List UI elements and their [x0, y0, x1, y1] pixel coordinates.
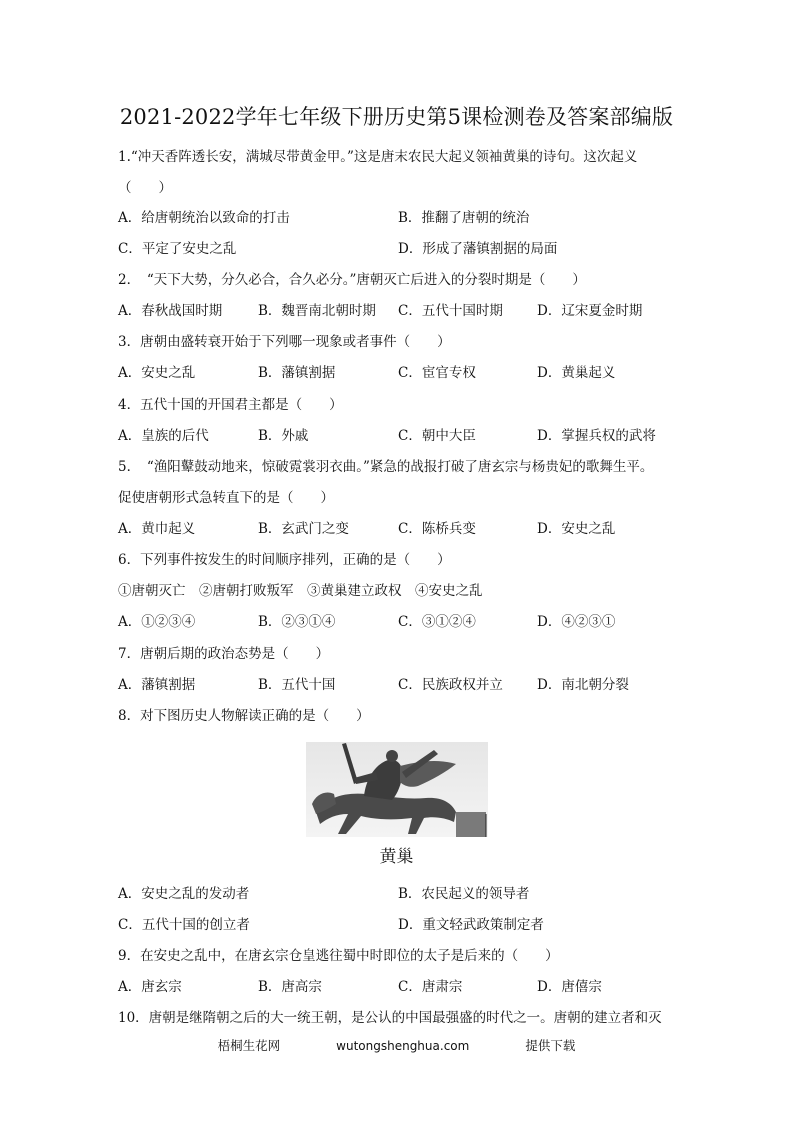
question-4-option-c: C．朝中大臣 — [398, 428, 476, 444]
question-2-option-c: C．五代十国时期 — [398, 303, 503, 319]
question-9-option-d: D．唐僖宗 — [537, 979, 602, 995]
document-title: 2021-2022学年七年级下册历史第5课检测卷及答案部编版 — [119, 105, 674, 129]
figure-caption: 黄巢 — [379, 847, 414, 867]
question-3-option-d: D．黄巢起义 — [537, 365, 616, 381]
question-8-option-c: C．五代十国的创立者 — [118, 917, 250, 933]
question-6-stem: 6．下列事件按发生的时间顺序排列，正确的是（ ） — [118, 552, 451, 568]
question-5-option-a: A．黄巾起义 — [118, 521, 196, 537]
question-3-option-c: C．宦官专权 — [398, 365, 476, 381]
question-5-option-c: C．陈桥兵变 — [398, 521, 476, 537]
question-8-option-b: B．农民起义的领导者 — [398, 886, 530, 902]
footer-note: 提供下载 — [525, 1038, 576, 1053]
question-1-option-c: C．平定了安史之乱 — [118, 241, 237, 257]
question-5-option-d: D．安史之乱 — [537, 521, 616, 537]
question-2-option-d: D．辽宋夏金时期 — [537, 303, 643, 319]
question-7-option-c: C．民族政权并立 — [398, 677, 503, 693]
question-5-stem-line-2: 促使唐朝形式急转直下的是（ ） — [118, 490, 334, 506]
question-3-option-b: B．藩镇割据 — [258, 365, 336, 381]
question-1-option-a: A．给唐朝统治以致命的打击 — [118, 210, 290, 226]
question-4-option-d: D．掌握兵权的武将 — [537, 428, 656, 444]
question-7-option-d: D．南北朝分裂 — [537, 677, 629, 693]
question-9-option-c: C．唐肃宗 — [398, 979, 463, 995]
question-6-option-d: D．④②③① — [537, 614, 616, 630]
question-9-stem: 9．在安史之乱中，在唐玄宗仓皇逃往蜀中时即位的太子是后来的（ ） — [118, 948, 559, 964]
question-1-stem-line-2: （ ） — [118, 180, 172, 196]
page-footer — [0, 1037, 793, 1055]
question-8-option-a: A．安史之乱的发动者 — [118, 886, 250, 902]
question-1-option-d: D．形成了藩镇割据的局面 — [398, 241, 558, 257]
question-7-option-a: A．藩镇割据 — [118, 677, 196, 693]
question-4-option-a: A．皇族的后代 — [118, 428, 209, 444]
question-8-stem: 8．对下图历史人物解读正确的是（ ） — [118, 708, 370, 724]
question-1-option-b: B．推翻了唐朝的统治 — [398, 210, 530, 226]
question-7-stem: 7．唐朝后期的政治态势是（ ） — [118, 646, 330, 662]
question-10-stem: 10．唐朝是继隋朝之后的大一统王朝，是公认的中国最强盛的时代之一。唐朝的建立者和灭 — [118, 1010, 662, 1026]
question-6-option-b: B．②③①④ — [258, 614, 336, 630]
question-4-stem: 4．五代十国的开国君主都是（ ） — [118, 397, 343, 413]
question-6-events: ①唐朝灭亡 ②唐朝打败叛军 ③黄巢建立政权 ④安史之乱 — [118, 583, 483, 599]
huang-chao-statue-image — [306, 742, 488, 837]
question-4-option-b: B．外戚 — [258, 428, 309, 444]
question-6-option-a: A．①②③④ — [118, 614, 196, 630]
footer-site-name: 梧桐生花网 — [217, 1038, 281, 1053]
question-1-stem-line-1: 1.“冲天香阵透长安，满城尽带黄金甲。”这是唐末农民大起义领袖黄巢的诗句。这次起义 — [118, 149, 638, 165]
question-3-stem: 3．唐朝由盛转衰开始于下列哪一现象或者事件（ ） — [118, 334, 451, 350]
question-3-option-a: A．安史之乱 — [118, 365, 196, 381]
question-5-stem-line-1: 5． “渔阳鼙鼓动地来，惊破霓裳羽衣曲。”紧急的战报打破了唐玄宗与杨贵妃的歌舞生平。 — [118, 459, 654, 475]
question-9-option-a: A．唐玄宗 — [118, 979, 182, 995]
statue-illustration — [306, 742, 488, 837]
question-2-stem: 2． “天下大势，分久必合，合久必分。”唐朝灭亡后进入的分裂时期是（ ） — [118, 272, 586, 288]
question-5-option-b: B．玄武门之变 — [258, 521, 349, 537]
question-2-option-b: B．魏晋南北朝时期 — [258, 303, 376, 319]
question-9-option-b: B．唐高宗 — [258, 979, 322, 995]
question-2-option-a: A．春秋战国时期 — [118, 303, 223, 319]
question-8-option-d: D．重文轻武政策制定者 — [398, 917, 544, 933]
question-7-option-b: B．五代十国 — [258, 677, 336, 693]
question-6-option-c: C．③①②④ — [398, 614, 476, 630]
footer-url[interactable]: wutongshenghua.com — [336, 1039, 470, 1053]
